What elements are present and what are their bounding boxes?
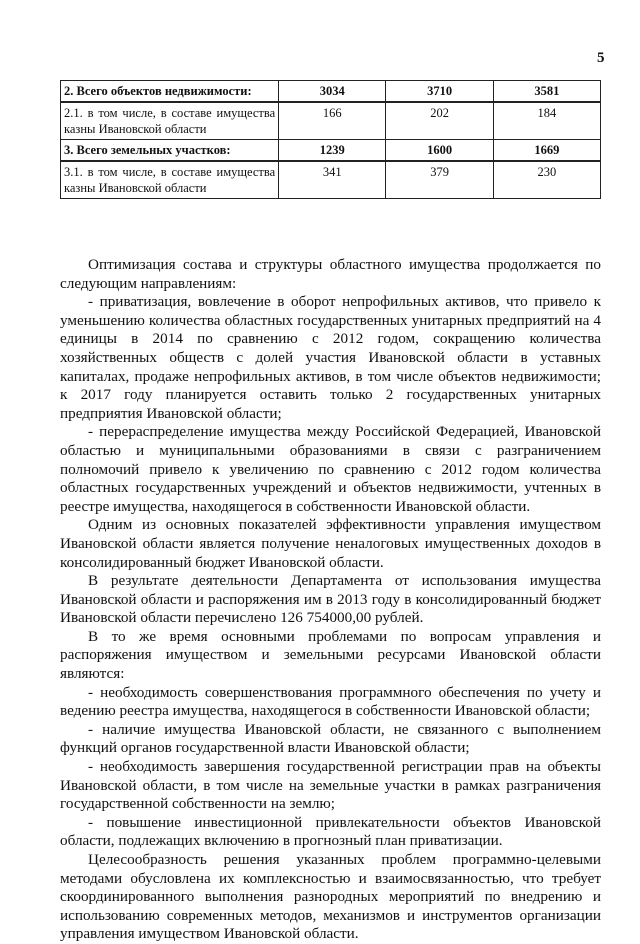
- paragraph: - повышение инвестиционной привлекательности объектов Ивановской области, подлежащих включению в прогнозный план приватизации.: [60, 813, 601, 850]
- paragraph: В то же время основными проблемами по вопросам управления и распоряжения имуществом и земельными ресурсами Ивановской области являются:: [60, 627, 601, 683]
- table-row: [61, 161, 601, 199]
- row-label: 2.1. в том числе, в составе имущества казны Ивановской области: [61, 102, 279, 140]
- row-label: 2. Всего объектов недвижимости:: [61, 81, 279, 103]
- paragraph: - необходимость завершения государственной регистрации прав на объекты Ивановской области, в том числе на земельные участки в рамках разграничения государственной собственности на землю;: [60, 758, 601, 813]
- cell-value: 1600: [386, 140, 493, 162]
- property-table: [60, 80, 601, 199]
- paragraph: Одним из основных показателей эффективности управления имуществом Ивановской области является получение неналоговых имущественных доходов в консолидированный бюджет Ивановской области.: [60, 516, 601, 571]
- table-row: [61, 102, 601, 140]
- paragraph: - необходимость совершенствования программного обеспечения по учету и ведению реестра имущества, находящегося в собственности Ивановской области;: [60, 683, 601, 720]
- cell-value: 3581: [493, 81, 600, 103]
- paragraph: - перераспределение имущества между Российской Федерацией, Ивановской областью и муниципальными образованиями в связи с разграничением полномочий привело к увеличению по сравнению с 2012 годом количества областных государственных учреждений и объектов недвижимости, учтенных в реестре имущества, находящегося в собственности Ивановской области.: [60, 423, 601, 515]
- cell-value: 230: [493, 161, 600, 199]
- paragraph: Целесообразность решения указанных проблем программно-целевыми методами обусловлена их комплексностью и взаимосвязанностью, что требует скоординированного выполнения разнородных мероприятий по внедрению и использованию современных методов, механизмов и инструментов организации управления имуществом Ивановской области.: [60, 851, 601, 943]
- cell-value: 202: [386, 102, 493, 140]
- cell-value: 379: [386, 161, 493, 199]
- page-number: 5: [597, 50, 605, 66]
- paragraph: - наличие имущества Ивановской области, не связанного с выполнением функций органов государственной власти Ивановской области;: [60, 720, 601, 757]
- paragraph: Оптимизация состава и структуры областного имущества продолжается по следующим направлениям:: [60, 256, 601, 292]
- cell-value: 341: [279, 161, 386, 199]
- cell-value: 3034: [279, 81, 386, 103]
- body-text: [60, 256, 601, 944]
- paragraph: - приватизация, вовлечение в оборот непрофильных активов, что привело к уменьшению количества областных государственных унитарных предприятий на 4 единицы в 2014 по сравнению с 2012 годом, сокращению количества хозяйственных обществ с долей участия Ивановской области в уставных капиталах, продаже непрофильных активов, в том числе объектов недвижимости; к 2017 году планируется оставить только 2 государственных унитарных предприятия Ивановской области;: [60, 293, 601, 422]
- paragraph: В результате деятельности Департамента от использования имущества Ивановской области и распоряжения им в 2013 году в консолидированный бюджет Ивановской области перечислено 126 754000,00 рублей.: [60, 572, 601, 627]
- row-label: 3. Всего земельных участков:: [61, 140, 279, 162]
- cell-value: 184: [493, 102, 600, 140]
- cell-value: 1669: [493, 140, 600, 162]
- cell-value: 1239: [279, 140, 386, 162]
- row-label: 3.1. в том числе, в составе имущества казны Ивановской области: [61, 161, 279, 199]
- cell-value: 3710: [386, 81, 493, 103]
- cell-value: 166: [279, 102, 386, 140]
- table-row: [61, 81, 601, 103]
- table-row: [61, 140, 601, 162]
